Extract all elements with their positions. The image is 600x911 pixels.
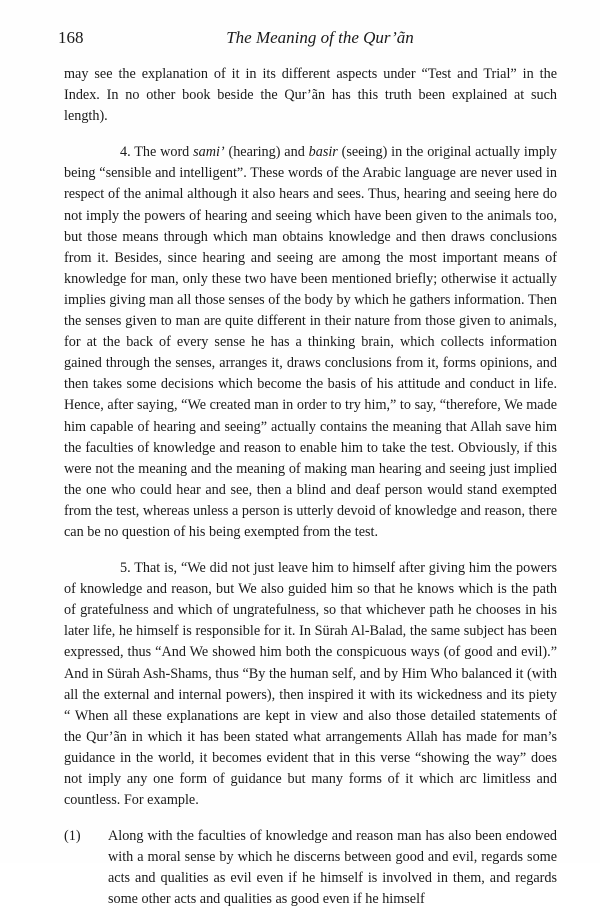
note-4-lead: 4. The word: [120, 144, 194, 161]
body-text: [64, 64, 557, 911]
list-item-text: Along with the faculties of knowledge and reason man has also been endowed with a moral sense by which he discerns between good and evil, regards some acts and qualities as evil even if he himself is involved in them, and regards some other acts and qualities as good even if he himself: [108, 828, 557, 908]
note-4-rest: (seeing) in the original actually imply being “sensible and intelligent”. These words of the Arabic language are never used in respect of the animal although it also hears and sees. Thus, hearing and seeing here do not imply the powers of hearing and seeing which have been given to the animals too, but those means through which man obtains knowledge and then draws conclusions from it. Besides, since hearing and seeing are among the most important means of knowledge for man, only these two have been mentioned briefly; otherwise it actually implies giving man all those senses of the body by which he gathers information. Then the senses given to man are quite different in their nature from those given to animals, for at the back of every sense he has a thinking brain, which collects information gained through the senses, arranges it, draws conclusions from it, forms opinions, and then takes some decisions which become the basis of his attitude and conduct in life. Hence, after saying, “We created man in order to try him,” to say, “therefore, We made him capable of hearing and seeing” actually contains the meaning that Allah save him the faculties of knowledge and reason to enable him to take the test. Obviously, if this were not the meaning and the meaning of making man hearing and seeing just implied the one who could hear and see, then a blind and deaf person would stand exempted from the test, whereas unless a person is utterly devoid of knowledge and reason, there can be no question of his being exempted from the test.: [64, 144, 557, 540]
note-4-mid: (hearing) and: [224, 144, 309, 161]
term-sami: sami’: [193, 144, 225, 161]
example-list: [64, 826, 557, 910]
list-item: [64, 826, 557, 910]
note-5-paragraph: 5. That is, “We did not just leave him to himself after giving him the powers of knowledge and reason, but We also guided him so that he knows which is the path of gratefulness and which of ungratefulness, so that whichever path he chooses in his later life, he himself is responsible for it. In Sürah Al-Balad, the same subject has been expressed, thus “And We showed him both the conspicuous ways (of good and evil).” And in Sürah Ash-Shams, thus “By the human self, and by Him Who balanced it (with all the external and internal powers), then inspired it with its wickedness and its piety “ When all these explanations are kept in view and also those detailed statements of the Qur’ãn in which it has been stated what arrangements Allah has made for man’s guidance in the world, it becomes evident that in this verse “showing the way” does not imply any one form of guidance but many forms of it which arc limitless and countless. For example.: [64, 560, 557, 809]
note-4-paragraph: [64, 142, 557, 543]
running-head: [58, 28, 542, 52]
running-title: The Meaning of the Qur’ãn: [226, 28, 414, 47]
term-basir: basir: [308, 144, 338, 161]
page-number: 168: [58, 28, 84, 47]
list-item-marker: (1): [64, 828, 81, 845]
paragraph-continuation: may see the explanation of it in its different aspects under “Test and Trial” in the Index. In no other book beside the Qur’ãn has this truth been explained at such length).: [64, 66, 557, 125]
